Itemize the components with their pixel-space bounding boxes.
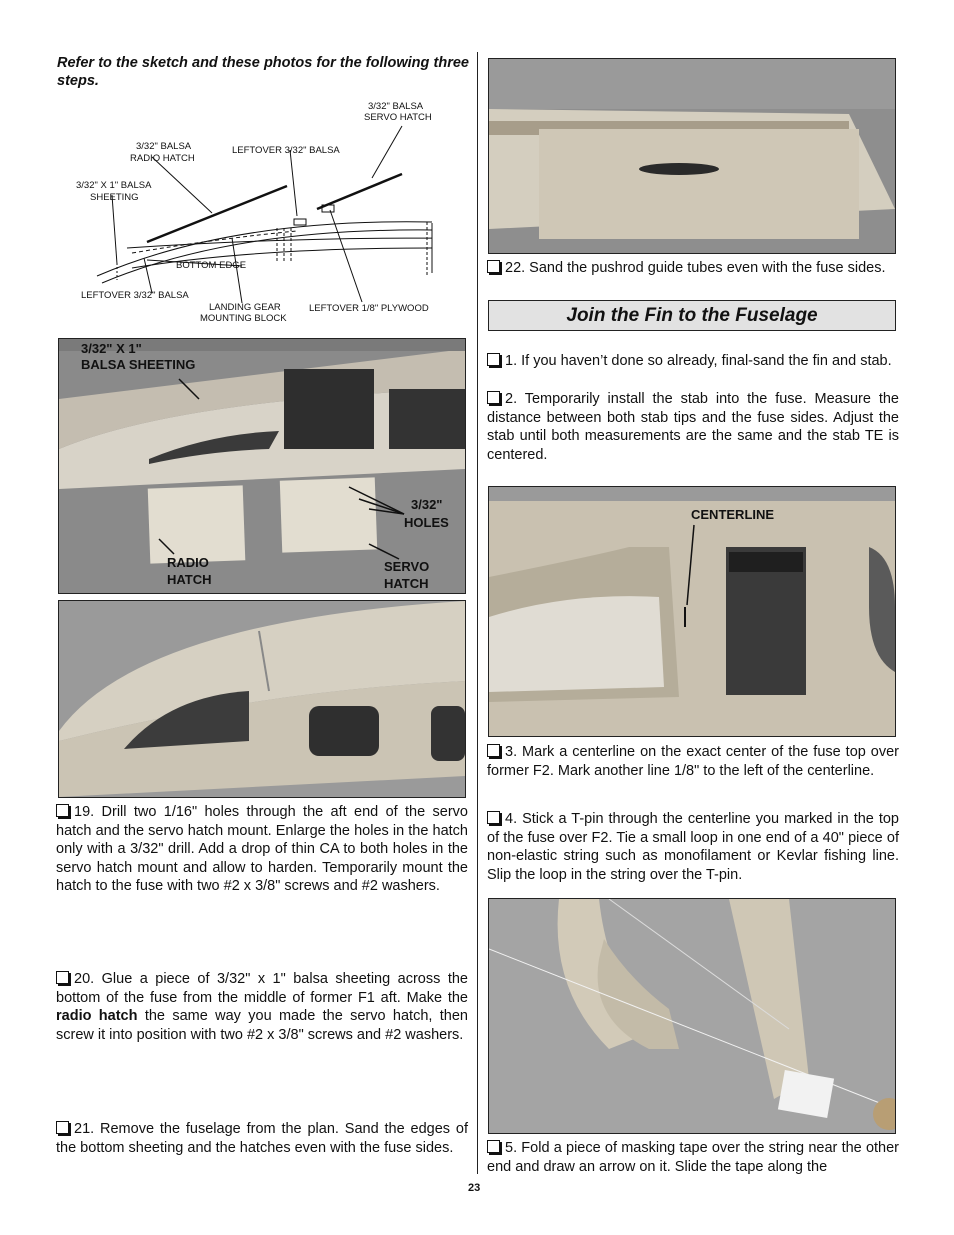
sketch-label-leftover-plywood: LEFTOVER 1/8" PLYWOOD: [309, 303, 429, 314]
sketch-label-leftover-balsa-top: LEFTOVER 3/32" BALSA: [232, 145, 340, 156]
checkbox-step-21[interactable]: [56, 1121, 69, 1134]
fin-step-1: 1. If you haven’t done so already, final-sand the fin and stab.: [487, 352, 899, 371]
photo-pushrod-guide-tubes: [488, 58, 896, 254]
page-number: 23: [468, 1182, 481, 1194]
sketch-label-servo-1: 3/32" BALSA: [368, 101, 424, 112]
fin-step-4: 4. Stick a T-pin through the centerline you marked in the top of the fuse over F2. Tie a small loop in one end of a 40" piece of non-elastic string such as monofilament or Kevlar fishing line. Slip the loop in the string over the T-pin.: [487, 811, 899, 883]
step-19: 19. Drill two 1/16" holes through the aft end of the servo hatch and the servo hatch mount. Enlarge the holes in the hatch only with a 3/32" drill. Add a drop of thin CA to both holes in the servo hatch mount and allow to harden. Temporarily mount the hatch to the fuse with two #2 x 3/8" screws and #2 washers.: [56, 804, 468, 895]
photo-centerline: [488, 486, 896, 737]
checkbox-fin-step-4[interactable]: [487, 811, 500, 824]
step-21: 21. Remove the fuselage from the plan. Sand the edges of the bottom sheeting and the hatches even with the fuse sides.: [56, 1121, 468, 1156]
hatch-sketch-diagram: [72, 98, 464, 330]
sketch-label-servo-2: SERVO HATCH: [364, 112, 432, 123]
step-22: 22. Sand the pushrod guide tubes even with the fuse sides.: [487, 259, 899, 278]
sketch-label-sheeting-1: 3/32" X 1" BALSA: [76, 180, 152, 191]
photo1-label-holes-2: HOLES: [404, 515, 449, 530]
step-20: 20. Glue a piece of 3/32" x 1" balsa sheeting across the bottom of the fuse from the middle of former F1 aft. Make the radio hatch the same way you made the servo hatch, then screw it into position with two #2 x 3/8" screws and #2 washers.: [56, 971, 468, 1043]
sketch-label-bottom-edge: BOTTOM EDGE: [176, 260, 247, 271]
photo1-label-servo-1: SERVO: [384, 559, 430, 574]
fin-step-2: 2. Temporarily install the stab into the fuse. Measure the distance between both stab tips and the fuse sides. Adjust the stab until both measurements are the same and the stab TE is centered.: [487, 391, 899, 463]
photo1-label-radio-1: RADIO: [167, 555, 209, 570]
sketch-label-landing-gear-2: MOUNTING BLOCK: [200, 313, 287, 324]
section-title: Join the Fin to the Fuselage: [488, 300, 896, 331]
column-divider: [477, 52, 478, 1174]
photo1-label-holes-1: 3/32": [411, 497, 443, 512]
photo1-label-servo-2: HATCH: [384, 576, 429, 591]
sketch-label-sheeting-2: SHEETING: [90, 192, 139, 203]
photo-fuselage-hatches-installed: [58, 600, 466, 798]
photo1-label-radio-2: HATCH: [167, 572, 212, 587]
intro-text: Refer to the sketch and these photos for the following three steps.: [57, 55, 469, 89]
sketch-label-leftover-balsa-bottom: LEFTOVER 3/32" BALSA: [81, 290, 189, 301]
checkbox-step-22[interactable]: [487, 260, 500, 273]
photo-label-centerline: CENTERLINE: [691, 507, 775, 522]
checkbox-step-20[interactable]: [56, 971, 69, 984]
checkbox-fin-step-1[interactable]: [487, 353, 500, 366]
checkbox-fin-step-3[interactable]: [487, 744, 500, 757]
sketch-label-radio-1: 3/32" BALSA: [136, 141, 192, 152]
checkbox-fin-step-2[interactable]: [487, 391, 500, 404]
sketch-label-landing-gear-1: LANDING GEAR: [209, 302, 281, 313]
checkbox-step-19[interactable]: [56, 804, 69, 817]
checkbox-fin-step-5[interactable]: [487, 1140, 500, 1153]
photo1-label-sheeting-1: 3/32" X 1": [81, 341, 142, 356]
fin-step-5: 5. Fold a piece of masking tape over the string near the other end and draw an arrow on it. Slide the tape along the: [487, 1140, 899, 1175]
sketch-label-radio-2: RADIO HATCH: [130, 153, 195, 164]
photo-hatches-sheeting: [58, 338, 466, 594]
fin-step-3: 3. Mark a centerline on the exact center of the fuse top over former F2. Mark another line 1/8" to the left of the centerline.: [487, 744, 899, 779]
photo-string-tpin: [488, 898, 896, 1134]
photo1-label-sheeting-2: BALSA SHEETING: [81, 357, 196, 372]
